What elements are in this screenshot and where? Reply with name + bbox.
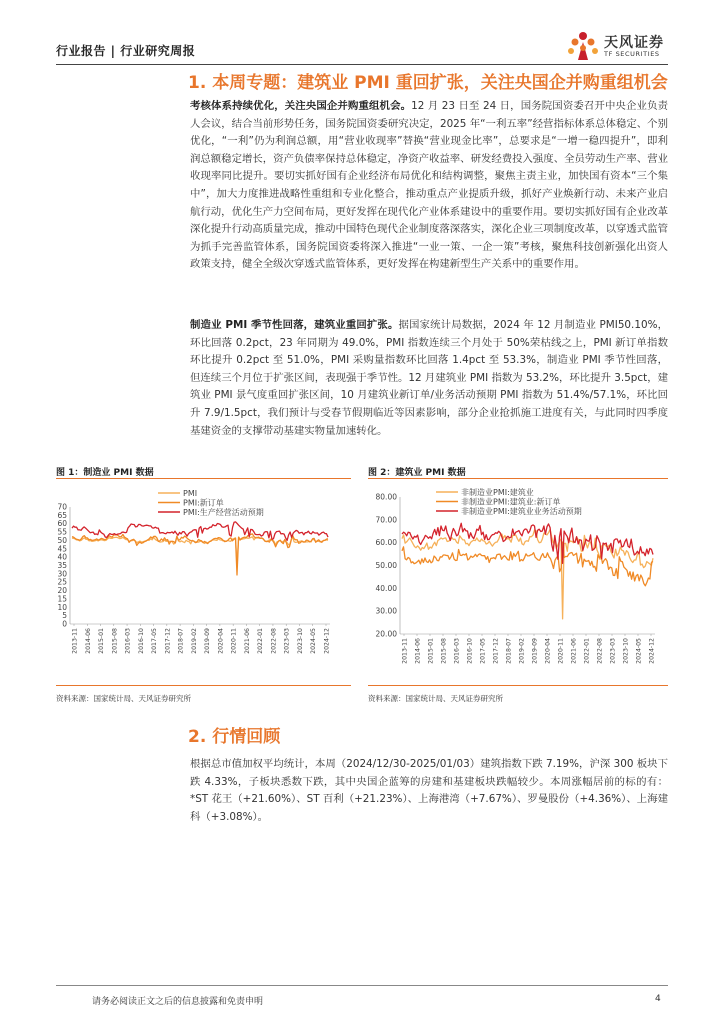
x-tick-label: 2019-09 bbox=[204, 628, 212, 654]
y-tick-label: 25 bbox=[57, 577, 67, 587]
y-tick-label: 60 bbox=[57, 519, 67, 529]
x-tick-label: 2018-07 bbox=[177, 628, 185, 654]
x-tick-label: 2017-12 bbox=[164, 628, 172, 654]
page-number: 4 bbox=[655, 994, 661, 1004]
x-tick-label: 2017-12 bbox=[492, 638, 500, 664]
legend-label-2: PMI:生产经营活动预期 bbox=[183, 508, 264, 517]
report-category: 行业报告 | 行业研究周报 bbox=[56, 44, 196, 58]
x-tick-label: 2015-01 bbox=[98, 628, 106, 654]
y-tick-label: 45 bbox=[57, 544, 67, 554]
logo-cn: 天风证券 bbox=[604, 35, 664, 51]
figure1-title: 图 1：制造业 PMI 数据 bbox=[56, 468, 154, 478]
x-tick-label: 2013-11 bbox=[71, 628, 79, 654]
x-tick-label: 2019-09 bbox=[531, 638, 539, 664]
figure2-bottom-line bbox=[368, 685, 668, 686]
legend-label-1: PMI:新订单 bbox=[183, 498, 224, 508]
x-tick-label: 2022-08 bbox=[270, 628, 278, 654]
y-tick-label: 65 bbox=[57, 510, 67, 520]
section1-paragraph2 bbox=[190, 317, 668, 440]
x-tick-label: 2015-01 bbox=[427, 638, 435, 664]
y-tick-label: 35 bbox=[57, 561, 67, 570]
y-tick-label: 70.00 bbox=[375, 515, 397, 525]
x-tick-label: 2022-01 bbox=[257, 628, 265, 654]
x-tick-label: 2015-08 bbox=[111, 628, 119, 654]
y-tick-label: 30.00 bbox=[375, 606, 397, 616]
section2-paragraph: 根据总市值加权平均统计，本周（2024/12/30-2025/01/03）建筑指数下跌 7.19%，沪深 300 板块下跌 4.33%，子板块悉数下跌，其中央国企蓝筹的房建和基建板块跌幅较少。本周涨幅居前的标的有：*ST 花王（+21.60%）、ST 百利（+21.23%）、上海港湾（+7.67%）、罗曼股份（+4.36%）、上海建科（+3.08%）。 bbox=[190, 758, 668, 823]
x-tick-label: 2018-07 bbox=[505, 638, 513, 664]
x-tick-label: 2024-12 bbox=[648, 638, 656, 664]
y-tick-label: 10 bbox=[57, 602, 67, 612]
figure2-title: 图 2：建筑业 PMI 数据 bbox=[368, 468, 466, 478]
x-tick-label: 2023-10 bbox=[622, 638, 630, 664]
x-tick-label: 2019-02 bbox=[518, 638, 526, 664]
y-tick-label: 50.00 bbox=[375, 561, 397, 570]
y-tick-label: 60.00 bbox=[375, 538, 397, 548]
legend-label-2: 非制造业PMI:建筑业业务活动预期 bbox=[461, 507, 582, 516]
figure2-top-line bbox=[368, 478, 668, 479]
x-tick-label: 2016-03 bbox=[124, 628, 132, 654]
x-tick-label: 2020-11 bbox=[230, 628, 238, 654]
series-line-1 bbox=[402, 542, 653, 586]
header-divider bbox=[56, 64, 668, 65]
figure1-bottom-line bbox=[56, 685, 351, 686]
x-tick-label: 2014-06 bbox=[84, 628, 92, 654]
x-tick-label: 2023-03 bbox=[609, 638, 617, 664]
p2-body: 据国家统计局数据，2024 年 12 月制造业 PMI50.10%，环比回落 0.2pct，23 年同期为 49.0%，PMI 指数连续三个月处于 50%荣枯线之上，PMI 新订单指数环比提升 0.2pct 至 51.0%，PMI 采购量指数环比回落 1.4pct 至 53.3%，制造业 PMI 季节性回落，但连续三个月位于扩张区间，表现强于季节性。12 月建筑业 PMI 指数为 53.2%，环比提升 3.5pct，建筑业 PMI 景气度重回扩张区间，10 月建筑业新订单/业务活动预期 PMI 指数为 51.4%/57.1%，环比回升 7.9/1.5pct，我们预计与受春节假期临近等因素影响，部分企业抢抓施工进度有关，与此同时四季度基建资金的支撑带动基建实物量加速转化。 bbox=[190, 319, 668, 437]
y-tick-label: 15 bbox=[57, 594, 67, 604]
figure2-source: 资料来源：国家统计局、天风证券研究所 bbox=[368, 694, 503, 703]
x-tick-label: 2020-04 bbox=[217, 628, 225, 654]
y-tick-label: 20.00 bbox=[375, 629, 397, 639]
p1-lead: 考核体系持续优化，关注央国企并购重组机会。 bbox=[190, 100, 412, 112]
x-tick-label: 2015-08 bbox=[440, 638, 448, 664]
footer-disclaimer: 请务必阅读正文之后的信息披露和免责申明 bbox=[92, 997, 264, 1007]
p2-lead: 制造业 PMI 季节性回落，建筑业重回扩张。 bbox=[190, 319, 399, 331]
y-tick-label: 40.00 bbox=[375, 583, 397, 593]
x-tick-label: 2017-05 bbox=[151, 628, 159, 654]
x-tick-label: 2023-03 bbox=[283, 628, 291, 654]
legend-label-1: 非制造业PMI:建筑业:新订单 bbox=[461, 497, 561, 507]
x-tick-label: 2016-10 bbox=[466, 638, 474, 664]
y-tick-label: 80.00 bbox=[375, 492, 397, 502]
x-tick-label: 2020-11 bbox=[557, 638, 565, 664]
x-tick-label: 2021-06 bbox=[243, 628, 251, 654]
x-tick-label: 2024-05 bbox=[310, 628, 318, 654]
figure1-source: 资料来源：国家统计局、天风证券研究所 bbox=[56, 694, 191, 703]
section2-title: 2. 行情回顾 bbox=[188, 727, 281, 747]
x-tick-label: 2013-11 bbox=[401, 638, 409, 664]
x-tick-label: 2016-03 bbox=[453, 638, 461, 664]
x-tick-label: 2024-05 bbox=[635, 638, 643, 664]
section1-paragraph1 bbox=[190, 98, 668, 274]
y-tick-label: 5 bbox=[62, 611, 67, 621]
figure1-top-line bbox=[56, 478, 351, 479]
x-tick-label: 2016-10 bbox=[137, 628, 145, 654]
y-tick-label: 30 bbox=[57, 569, 67, 579]
y-tick-label: 50 bbox=[57, 535, 67, 545]
x-tick-label: 2022-01 bbox=[583, 638, 591, 664]
p1-body: 12 月 23 日至 24 日，国务院国资委召开中央企业负责人会议，结合当前形势任务，国务院国资委研究决定，2025 年“一利五率”经营指标体系总体稳定、个别优化，“一利”仍为利润总额，用“营业收现率”替换“营业现金比率”，总要求是“一增一稳四提升”，即利润总额稳定增长，资产负债率保持总体稳定，净资产收益率、研发经费投入强度、全员劳动生产率、营业收现率同比提升。要切实抓好国有企业经济布局优化和结构调整，聚焦主责主业，加快国有资本“三个集中”，加大力度推进战略性重组和专业化整合，推动重点产业提质升级，抓好产业焕新行动、未来产业启航行动，优化生产力空间布局，更好发挥在现代化产业体系建设中的重要作用。要切实抓好国有企业改革深化提升行动高质量完成，推动中国特色现代企业制度落深落实，深化企业三项制度改革，以穿透式监管为抓手完善监管体系，国务院国资委将深入推进“一业一策、一企一策”考核，聚焦科技创新强化出资人政策支持，健全全级次穿透式监管体系，更好发挥在构建新型生产关系中的重要作用。 bbox=[190, 100, 668, 271]
logo-mark-icon bbox=[566, 30, 602, 64]
y-tick-label: 70 bbox=[57, 502, 67, 512]
figure1-chart bbox=[56, 482, 352, 682]
x-tick-label: 2022-08 bbox=[596, 638, 604, 664]
footer-divider bbox=[56, 985, 668, 986]
legend-label-0: 非制造业PMI:建筑业 bbox=[461, 488, 534, 497]
y-tick-label: 0 bbox=[62, 619, 67, 629]
y-tick-label: 40 bbox=[57, 552, 67, 562]
x-tick-label: 2024-12 bbox=[323, 628, 331, 654]
x-tick-label: 2019-02 bbox=[190, 628, 198, 654]
legend-label-0: PMI bbox=[183, 489, 198, 498]
x-tick-label: 2020-04 bbox=[544, 638, 552, 664]
x-tick-label: 2017-05 bbox=[479, 638, 487, 664]
logo-en: TF SECURITIES bbox=[604, 50, 660, 58]
figure2-chart bbox=[368, 482, 668, 682]
x-tick-label: 2014-06 bbox=[414, 638, 422, 664]
x-tick-label: 2023-10 bbox=[296, 628, 304, 654]
x-tick-label: 2021-06 bbox=[570, 638, 578, 664]
y-tick-label: 20 bbox=[57, 586, 67, 596]
company-logo bbox=[566, 30, 670, 64]
series-line-1 bbox=[72, 534, 328, 575]
section1-title: 1. 本周专题：建筑业 PMI 重回扩张，关注央国企并购重组机会 bbox=[188, 73, 668, 93]
y-tick-label: 55 bbox=[57, 527, 67, 537]
